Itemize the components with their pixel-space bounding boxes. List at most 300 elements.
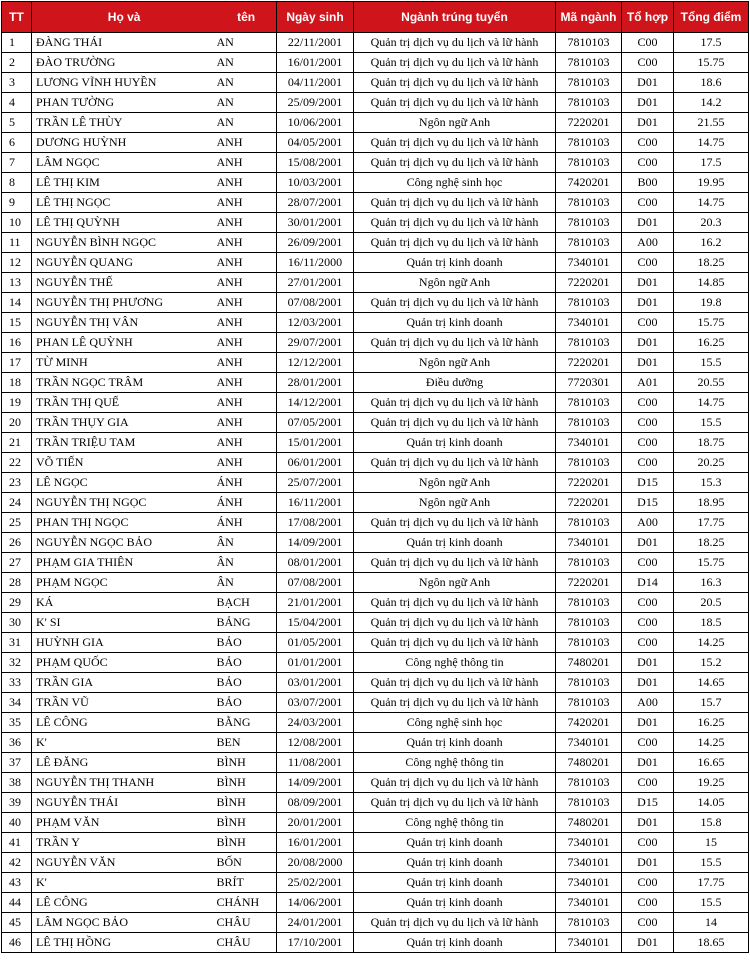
- cell-to-hop: D01: [622, 73, 674, 93]
- cell-ma-nganh: 7220201: [556, 493, 622, 513]
- cell-to-hop: D15: [622, 493, 674, 513]
- cell-to-hop: A00: [622, 513, 674, 533]
- cell-ma-nganh: 7340101: [556, 533, 622, 553]
- table-row: [2, 113, 749, 133]
- cell-ma-nganh: 7340101: [556, 933, 622, 953]
- cell-ho: TRẦN LÊ THÙY: [32, 113, 217, 133]
- cell-ho: PHẠM NGỌC: [32, 573, 217, 593]
- cell-tong-diem: 20.55: [674, 373, 749, 393]
- cell-ten: ANH: [217, 413, 277, 433]
- cell-to-hop: C00: [622, 593, 674, 613]
- table-row: [2, 933, 749, 953]
- cell-to-hop: C00: [622, 153, 674, 173]
- cell-ngay-sinh: 11/08/2001: [277, 753, 354, 773]
- cell-ma-nganh: 7810103: [556, 673, 622, 693]
- cell-ngay-sinh: 27/01/2001: [277, 273, 354, 293]
- cell-ngay-sinh: 30/01/2001: [277, 213, 354, 233]
- cell-tong-diem: 15.3: [674, 473, 749, 493]
- table-row: [2, 593, 749, 613]
- cell-tong-diem: 20.5: [674, 593, 749, 613]
- cell-nganh: Quản trị dịch vụ du lịch và lữ hành: [354, 53, 556, 73]
- cell-ten: AN: [217, 73, 277, 93]
- cell-tt: 43: [2, 873, 32, 893]
- cell-ten: BÌNH: [217, 833, 277, 853]
- cell-tong-diem: 16.25: [674, 333, 749, 353]
- cell-nganh: Ngôn ngữ Anh: [354, 473, 556, 493]
- cell-tt: 33: [2, 673, 32, 693]
- cell-to-hop: D01: [622, 713, 674, 733]
- cell-to-hop: C00: [622, 393, 674, 413]
- cell-ho: TRẦN Y: [32, 833, 217, 853]
- header-ma-nganh: Mã ngành: [556, 2, 622, 33]
- cell-tong-diem: 18.65: [674, 933, 749, 953]
- cell-to-hop: C00: [622, 633, 674, 653]
- cell-nganh: Ngôn ngữ Anh: [354, 573, 556, 593]
- cell-to-hop: D01: [622, 333, 674, 353]
- cell-ho: NGUYỄN BÌNH NGỌC: [32, 233, 217, 253]
- cell-ho: LƯƠNG VĨNH HUYỀN: [32, 73, 217, 93]
- table-row: [2, 913, 749, 933]
- cell-tt: 30: [2, 613, 32, 633]
- cell-ho: PHAN THỊ NGỌC: [32, 513, 217, 533]
- cell-nganh: Quản trị dịch vụ du lịch và lữ hành: [354, 73, 556, 93]
- cell-ho: LÊ THỊ KIM: [32, 173, 217, 193]
- cell-ma-nganh: 7810103: [556, 333, 622, 353]
- cell-ho: TRẦN TRIỆU TAM: [32, 433, 217, 453]
- cell-ten: ANH: [217, 393, 277, 413]
- cell-ma-nganh: 7810103: [556, 33, 622, 53]
- cell-nganh: Quản trị kinh doanh: [354, 253, 556, 273]
- table-row: [2, 273, 749, 293]
- cell-nganh: Công nghệ thông tin: [354, 753, 556, 773]
- cell-ho: ĐÀO TRƯỜNG: [32, 53, 217, 73]
- cell-ngay-sinh: 24/03/2001: [277, 713, 354, 733]
- cell-ten: ANH: [217, 333, 277, 353]
- cell-ma-nganh: 7480201: [556, 753, 622, 773]
- cell-to-hop: C00: [622, 773, 674, 793]
- cell-nganh: Quản trị kinh doanh: [354, 313, 556, 333]
- table-row: [2, 573, 749, 593]
- cell-ngay-sinh: 20/08/2000: [277, 853, 354, 873]
- cell-ten: BẢO: [217, 653, 277, 673]
- header-ho: Họ và: [107, 10, 141, 24]
- cell-ho: DƯƠNG HUỲNH: [32, 133, 217, 153]
- cell-ten: ANH: [217, 373, 277, 393]
- cell-ten: CHÁNH: [217, 893, 277, 913]
- cell-nganh: Quản trị dịch vụ du lịch và lữ hành: [354, 153, 556, 173]
- cell-tong-diem: 15: [674, 833, 749, 853]
- cell-tong-diem: 14.75: [674, 393, 749, 413]
- cell-ho: NGUYỄN VĂN: [32, 853, 217, 873]
- cell-tt: 45: [2, 913, 32, 933]
- table-row: [2, 153, 749, 173]
- table-row: [2, 733, 749, 753]
- cell-ma-nganh: 7220201: [556, 473, 622, 493]
- cell-tong-diem: 15.7: [674, 693, 749, 713]
- cell-nganh: Quản trị dịch vụ du lịch và lữ hành: [354, 773, 556, 793]
- cell-ho: PHẠM GIA THIÊN: [32, 553, 217, 573]
- cell-to-hop: C00: [622, 613, 674, 633]
- table-row: [2, 93, 749, 113]
- cell-tong-diem: 15.75: [674, 553, 749, 573]
- cell-ma-nganh: 7810103: [556, 53, 622, 73]
- cell-nganh: Quản trị dịch vụ du lịch và lữ hành: [354, 553, 556, 573]
- cell-ten: CHÂU: [217, 933, 277, 953]
- header-ten: tên: [237, 10, 256, 24]
- cell-ma-nganh: 7220201: [556, 573, 622, 593]
- cell-ten: BÌNH: [217, 753, 277, 773]
- cell-ma-nganh: 7810103: [556, 633, 622, 653]
- cell-tt: 29: [2, 593, 32, 613]
- cell-to-hop: D01: [622, 813, 674, 833]
- admission-results-table: [1, 1, 749, 953]
- cell-nganh: Quản trị kinh doanh: [354, 533, 556, 553]
- cell-ngay-sinh: 22/11/2001: [277, 33, 354, 53]
- cell-tong-diem: 15.2: [674, 653, 749, 673]
- table-row: [2, 653, 749, 673]
- cell-tt: 23: [2, 473, 32, 493]
- cell-nganh: Điều dưỡng: [354, 373, 556, 393]
- cell-ho: NGUYỄN QUANG: [32, 253, 217, 273]
- cell-ho: LÊ CÔNG: [32, 713, 217, 733]
- cell-to-hop: D01: [622, 673, 674, 693]
- cell-tt: 34: [2, 693, 32, 713]
- table-row: [2, 33, 749, 53]
- cell-ten: ANH: [217, 293, 277, 313]
- cell-ho: LÊ THỊ QUỲNH: [32, 213, 217, 233]
- cell-tt: 7: [2, 153, 32, 173]
- cell-tt: 31: [2, 633, 32, 653]
- cell-nganh: Quản trị dịch vụ du lịch và lữ hành: [354, 293, 556, 313]
- cell-to-hop: A00: [622, 693, 674, 713]
- table-row: [2, 353, 749, 373]
- cell-ngay-sinh: 03/07/2001: [277, 693, 354, 713]
- cell-to-hop: D15: [622, 793, 674, 813]
- cell-nganh: Quản trị dịch vụ du lịch và lữ hành: [354, 333, 556, 353]
- cell-ho: VÕ TIẾN: [32, 453, 217, 473]
- cell-ngay-sinh: 20/01/2001: [277, 813, 354, 833]
- cell-ho: LÊ THỊ NGỌC: [32, 193, 217, 213]
- table-row: [2, 753, 749, 773]
- cell-ma-nganh: 7810103: [556, 73, 622, 93]
- cell-ngay-sinh: 07/08/2001: [277, 573, 354, 593]
- cell-ho: ĐÀNG THÁI: [32, 33, 217, 53]
- table-row: [2, 193, 749, 213]
- cell-ma-nganh: 7420201: [556, 713, 622, 733]
- cell-nganh: Quản trị dịch vụ du lịch và lữ hành: [354, 133, 556, 153]
- table-row: [2, 433, 749, 453]
- cell-nganh: Quản trị dịch vụ du lịch và lữ hành: [354, 213, 556, 233]
- table-row: [2, 633, 749, 653]
- cell-nganh: Quản trị dịch vụ du lịch và lữ hành: [354, 33, 556, 53]
- cell-tong-diem: 19.25: [674, 773, 749, 793]
- cell-ten: ANH: [217, 173, 277, 193]
- cell-to-hop: D14: [622, 573, 674, 593]
- cell-ten: BRÍT: [217, 873, 277, 893]
- cell-ngay-sinh: 17/10/2001: [277, 933, 354, 953]
- cell-ngay-sinh: 15/04/2001: [277, 613, 354, 633]
- table-row: [2, 313, 749, 333]
- table-row: [2, 173, 749, 193]
- cell-to-hop: C00: [622, 313, 674, 333]
- cell-ho: PHAN LÊ QUỲNH: [32, 333, 217, 353]
- cell-ngay-sinh: 01/01/2001: [277, 653, 354, 673]
- cell-to-hop: A01: [622, 373, 674, 393]
- cell-ho: NGUYỄN NGỌC BẢO: [32, 533, 217, 553]
- cell-ten: BẠCH: [217, 593, 277, 613]
- cell-ho: NGUYỄN THỊ VÂN: [32, 313, 217, 333]
- cell-tong-diem: 15.5: [674, 853, 749, 873]
- cell-ho: LÂM NGỌC BẢO: [32, 913, 217, 933]
- cell-ho: KÁ: [32, 593, 217, 613]
- table-row: [2, 493, 749, 513]
- cell-tt: 46: [2, 933, 32, 953]
- cell-tong-diem: 18.5: [674, 613, 749, 633]
- cell-tt: 8: [2, 173, 32, 193]
- cell-to-hop: A00: [622, 233, 674, 253]
- cell-ma-nganh: 7810103: [556, 213, 622, 233]
- cell-tong-diem: 17.75: [674, 513, 749, 533]
- cell-nganh: Quản trị dịch vụ du lịch và lữ hành: [354, 693, 556, 713]
- cell-tong-diem: 14.25: [674, 633, 749, 653]
- cell-ngay-sinh: 21/01/2001: [277, 593, 354, 613]
- cell-ngay-sinh: 28/01/2001: [277, 373, 354, 393]
- cell-ho: NGUYỄN THỊ NGỌC: [32, 493, 217, 513]
- cell-ngay-sinh: 04/11/2001: [277, 73, 354, 93]
- cell-ngay-sinh: 16/11/2001: [277, 493, 354, 513]
- cell-ma-nganh: 7810103: [556, 413, 622, 433]
- cell-tt: 28: [2, 573, 32, 593]
- cell-nganh: Quản trị dịch vụ du lịch và lữ hành: [354, 453, 556, 473]
- cell-ho: TRẦN THỊ QUẾ: [32, 393, 217, 413]
- cell-ten: ÁNH: [217, 513, 277, 533]
- cell-ngay-sinh: 14/09/2001: [277, 773, 354, 793]
- cell-ngay-sinh: 25/09/2001: [277, 93, 354, 113]
- header-nganh: Ngành trúng tuyển: [354, 2, 556, 33]
- cell-ten: BẢO: [217, 673, 277, 693]
- cell-to-hop: D01: [622, 213, 674, 233]
- cell-ten: AN: [217, 53, 277, 73]
- cell-ma-nganh: 7810103: [556, 93, 622, 113]
- table-row: [2, 813, 749, 833]
- cell-nganh: Quản trị dịch vụ du lịch và lữ hành: [354, 393, 556, 413]
- cell-ma-nganh: 7340101: [556, 893, 622, 913]
- cell-tt: 9: [2, 193, 32, 213]
- cell-ten: BÌNH: [217, 793, 277, 813]
- cell-tong-diem: 21.55: [674, 113, 749, 133]
- table-row: [2, 553, 749, 573]
- cell-ngay-sinh: 10/03/2001: [277, 173, 354, 193]
- table-row: [2, 73, 749, 93]
- cell-ma-nganh: 7810103: [556, 233, 622, 253]
- cell-ho: TRẦN VŨ: [32, 693, 217, 713]
- cell-tong-diem: 14: [674, 913, 749, 933]
- cell-tt: 21: [2, 433, 32, 453]
- cell-ten: BẢO: [217, 693, 277, 713]
- cell-ngay-sinh: 03/01/2001: [277, 673, 354, 693]
- cell-tt: 12: [2, 253, 32, 273]
- cell-ngay-sinh: 01/05/2001: [277, 633, 354, 653]
- cell-tt: 25: [2, 513, 32, 533]
- table-row: [2, 253, 749, 273]
- cell-ma-nganh: 7810103: [556, 453, 622, 473]
- cell-ma-nganh: 7480201: [556, 653, 622, 673]
- table-row: [2, 453, 749, 473]
- cell-tt: 11: [2, 233, 32, 253]
- cell-ho: LÊ THỊ HỒNG: [32, 933, 217, 953]
- cell-ma-nganh: 7810103: [556, 693, 622, 713]
- cell-tong-diem: 17.75: [674, 873, 749, 893]
- cell-ngay-sinh: 14/12/2001: [277, 393, 354, 413]
- cell-ten: ÂN: [217, 533, 277, 553]
- cell-nganh: Quản trị kinh doanh: [354, 873, 556, 893]
- cell-ten: BẢNG: [217, 613, 277, 633]
- cell-ma-nganh: 7340101: [556, 833, 622, 853]
- cell-tt: 4: [2, 93, 32, 113]
- table-row: [2, 413, 749, 433]
- cell-nganh: Ngôn ngữ Anh: [354, 273, 556, 293]
- cell-to-hop: C00: [622, 193, 674, 213]
- cell-ho: PHẠM VĂN: [32, 813, 217, 833]
- cell-tong-diem: 20.3: [674, 213, 749, 233]
- cell-tong-diem: 15.5: [674, 353, 749, 373]
- cell-ma-nganh: 7220201: [556, 353, 622, 373]
- cell-ma-nganh: 7810103: [556, 293, 622, 313]
- cell-ngay-sinh: 15/01/2001: [277, 433, 354, 453]
- cell-nganh: Công nghệ sinh học: [354, 173, 556, 193]
- cell-to-hop: C00: [622, 53, 674, 73]
- header-tt: TT: [2, 2, 32, 33]
- cell-nganh: Ngôn ngữ Anh: [354, 353, 556, 373]
- cell-ngay-sinh: 15/08/2001: [277, 153, 354, 173]
- cell-tt: 14: [2, 293, 32, 313]
- cell-ten: BẢO: [217, 633, 277, 653]
- cell-to-hop: C00: [622, 453, 674, 473]
- cell-to-hop: C00: [622, 733, 674, 753]
- table-row: [2, 293, 749, 313]
- cell-ten: ANH: [217, 353, 277, 373]
- cell-ho: TRẦN THỤY GIA: [32, 413, 217, 433]
- cell-nganh: Công nghệ sinh học: [354, 713, 556, 733]
- cell-ngay-sinh: 29/07/2001: [277, 333, 354, 353]
- cell-tong-diem: 15.5: [674, 413, 749, 433]
- cell-tt: 41: [2, 833, 32, 853]
- cell-nganh: Công nghệ thông tin: [354, 813, 556, 833]
- cell-ho: NGUYỄN THÁI: [32, 793, 217, 813]
- cell-tong-diem: 16.65: [674, 753, 749, 773]
- cell-ho: HUỲNH GIA: [32, 633, 217, 653]
- cell-nganh: Quản trị dịch vụ du lịch và lữ hành: [354, 413, 556, 433]
- table-row: [2, 393, 749, 413]
- cell-ma-nganh: 7340101: [556, 873, 622, 893]
- cell-ngay-sinh: 04/05/2001: [277, 133, 354, 153]
- cell-tong-diem: 18.25: [674, 253, 749, 273]
- cell-nganh: Ngôn ngữ Anh: [354, 493, 556, 513]
- cell-nganh: Quản trị dịch vụ du lịch và lữ hành: [354, 673, 556, 693]
- cell-tt: 24: [2, 493, 32, 513]
- cell-ngay-sinh: 10/06/2001: [277, 113, 354, 133]
- cell-ho: NGUYỄN THẾ: [32, 273, 217, 293]
- cell-ma-nganh: 7340101: [556, 433, 622, 453]
- cell-tt: 26: [2, 533, 32, 553]
- cell-tt: 44: [2, 893, 32, 913]
- cell-tt: 27: [2, 553, 32, 573]
- cell-ngay-sinh: 16/11/2000: [277, 253, 354, 273]
- cell-ho: PHẠM QUỐC: [32, 653, 217, 673]
- cell-nganh: Quản trị dịch vụ du lịch và lữ hành: [354, 913, 556, 933]
- cell-ngay-sinh: 14/09/2001: [277, 533, 354, 553]
- cell-ten: BỐN: [217, 853, 277, 873]
- cell-to-hop: C00: [622, 893, 674, 913]
- cell-nganh: Quản trị kinh doanh: [354, 893, 556, 913]
- cell-ngay-sinh: 08/01/2001: [277, 553, 354, 573]
- cell-tt: 2: [2, 53, 32, 73]
- cell-ngay-sinh: 28/07/2001: [277, 193, 354, 213]
- cell-tong-diem: 20.25: [674, 453, 749, 473]
- cell-to-hop: D01: [622, 273, 674, 293]
- cell-nganh: Quản trị dịch vụ du lịch và lữ hành: [354, 633, 556, 653]
- cell-to-hop: C00: [622, 553, 674, 573]
- cell-ten: ANH: [217, 273, 277, 293]
- cell-nganh: Quản trị dịch vụ du lịch và lữ hành: [354, 513, 556, 533]
- cell-ten: BÌNH: [217, 773, 277, 793]
- cell-tong-diem: 18.25: [674, 533, 749, 553]
- cell-ma-nganh: 7810103: [556, 193, 622, 213]
- cell-ten: ANH: [217, 313, 277, 333]
- cell-tong-diem: 18.6: [674, 73, 749, 93]
- cell-tt: 36: [2, 733, 32, 753]
- cell-tt: 35: [2, 713, 32, 733]
- cell-to-hop: D01: [622, 293, 674, 313]
- header-row: [2, 2, 749, 33]
- cell-ten: BEN: [217, 733, 277, 753]
- table-row: [2, 713, 749, 733]
- cell-ten: ÂN: [217, 553, 277, 573]
- cell-tong-diem: 15.75: [674, 313, 749, 333]
- cell-ngay-sinh: 06/01/2001: [277, 453, 354, 473]
- table-row: [2, 693, 749, 713]
- cell-tt: 10: [2, 213, 32, 233]
- table-row: [2, 53, 749, 73]
- cell-nganh: Quản trị kinh doanh: [354, 853, 556, 873]
- table-body: [2, 33, 749, 953]
- cell-ngay-sinh: 12/12/2001: [277, 353, 354, 373]
- cell-ho: K' SI: [32, 613, 217, 633]
- cell-nganh: Quản trị dịch vụ du lịch và lữ hành: [354, 193, 556, 213]
- table-row: [2, 793, 749, 813]
- table-row: [2, 853, 749, 873]
- cell-ten: ÁNH: [217, 493, 277, 513]
- cell-ten: ANH: [217, 153, 277, 173]
- cell-ho: LÊ ĐĂNG: [32, 753, 217, 773]
- cell-ten: ANH: [217, 453, 277, 473]
- header-tong-diem: Tổng điểm: [674, 2, 749, 33]
- cell-tong-diem: 15.75: [674, 53, 749, 73]
- cell-ho: LÊ CÔNG: [32, 893, 217, 913]
- header-ngay-sinh: Ngày sinh: [277, 2, 354, 33]
- cell-tt: 3: [2, 73, 32, 93]
- cell-ma-nganh: 7220201: [556, 113, 622, 133]
- cell-tt: 32: [2, 653, 32, 673]
- cell-ngay-sinh: 17/08/2001: [277, 513, 354, 533]
- cell-ho: PHAN TƯỜNG: [32, 93, 217, 113]
- cell-tt: 19: [2, 393, 32, 413]
- cell-ngay-sinh: 16/01/2001: [277, 833, 354, 853]
- table-row: [2, 373, 749, 393]
- cell-ngay-sinh: 16/01/2001: [277, 53, 354, 73]
- cell-tong-diem: 19.95: [674, 173, 749, 193]
- cell-ngay-sinh: 07/08/2001: [277, 293, 354, 313]
